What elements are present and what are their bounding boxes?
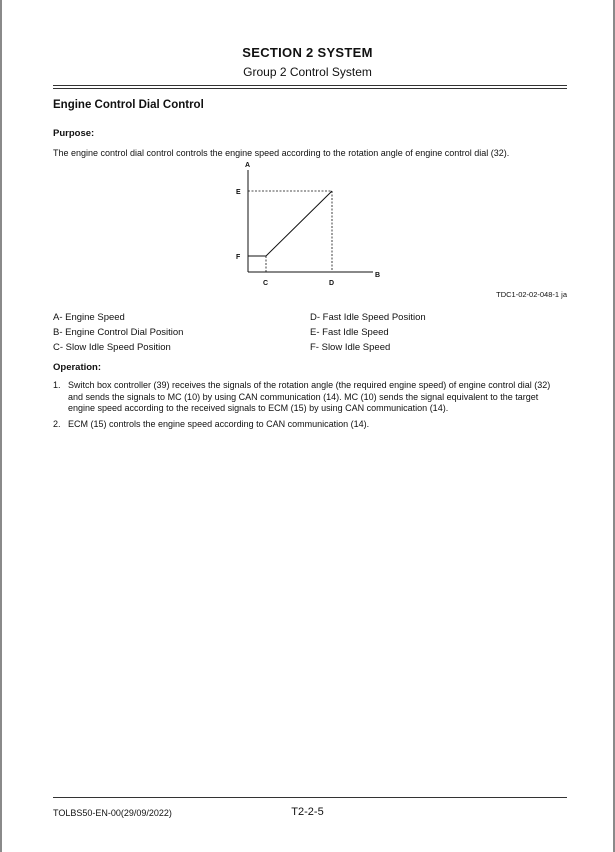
purpose-label: Purpose:: [53, 128, 95, 139]
figure-id: TDC1-02-02-048-1 ja: [496, 290, 567, 299]
label-a: A: [245, 162, 251, 169]
operation-item: [53, 380, 567, 415]
label-f: F: [236, 254, 241, 261]
footer-rule: [53, 797, 567, 798]
legend-item: A- Engine Speed: [53, 312, 125, 323]
operation-item-number: 1.: [53, 380, 61, 390]
operation-label: Operation:: [53, 362, 102, 373]
legend-left: [53, 310, 183, 355]
group-title: Group 2 Control System: [243, 65, 372, 79]
header-rule-top: [53, 85, 567, 86]
page-number: T2-2-5: [291, 806, 324, 818]
legend-right: [310, 310, 426, 355]
document-id: TOLBS50-EN-00(29/09/2022): [53, 808, 172, 818]
operation-item-text: ECM (15) controls the engine speed according to CAN communication (14).: [68, 418, 370, 429]
speed-characteristic-line: [248, 191, 332, 256]
legend-item: F- Slow Idle Speed: [310, 342, 391, 353]
purpose-text: The engine control dial control controls the engine speed according to the rotation angle of engine control dial (32).: [53, 148, 510, 158]
page-heading: Engine Control Dial Control: [53, 99, 204, 111]
label-c: C: [263, 280, 269, 287]
legend-item: D- Fast Idle Speed Position: [310, 312, 426, 323]
label-e: E: [236, 189, 241, 196]
page-edge-left: [0, 0, 2, 852]
legend-item: B- Engine Control Dial Position: [53, 327, 184, 338]
label-b: B: [375, 272, 381, 279]
operation-list: [53, 380, 567, 434]
label-d: D: [329, 280, 335, 287]
operation-item-number: 2.: [53, 418, 61, 429]
legend-item: E- Fast Idle Speed: [310, 327, 389, 338]
legend-item: C- Slow Idle Speed Position: [53, 342, 171, 353]
engine-speed-diagram: [225, 158, 395, 290]
operation-item: [53, 419, 567, 431]
operation-item-text: Switch box controller (39) receives the signals of the rotation angle (the required engine speed) of engine control dial (32) and sends the signals to MC (10) by using CAN communication (14). MC (10) sends the signal equivalent to the target engine speed according to the received signals to ECM (15) by using CAN communication (14).: [68, 380, 551, 413]
header-rule-bottom: [53, 88, 567, 89]
section-title: SECTION 2 SYSTEM: [242, 45, 373, 60]
